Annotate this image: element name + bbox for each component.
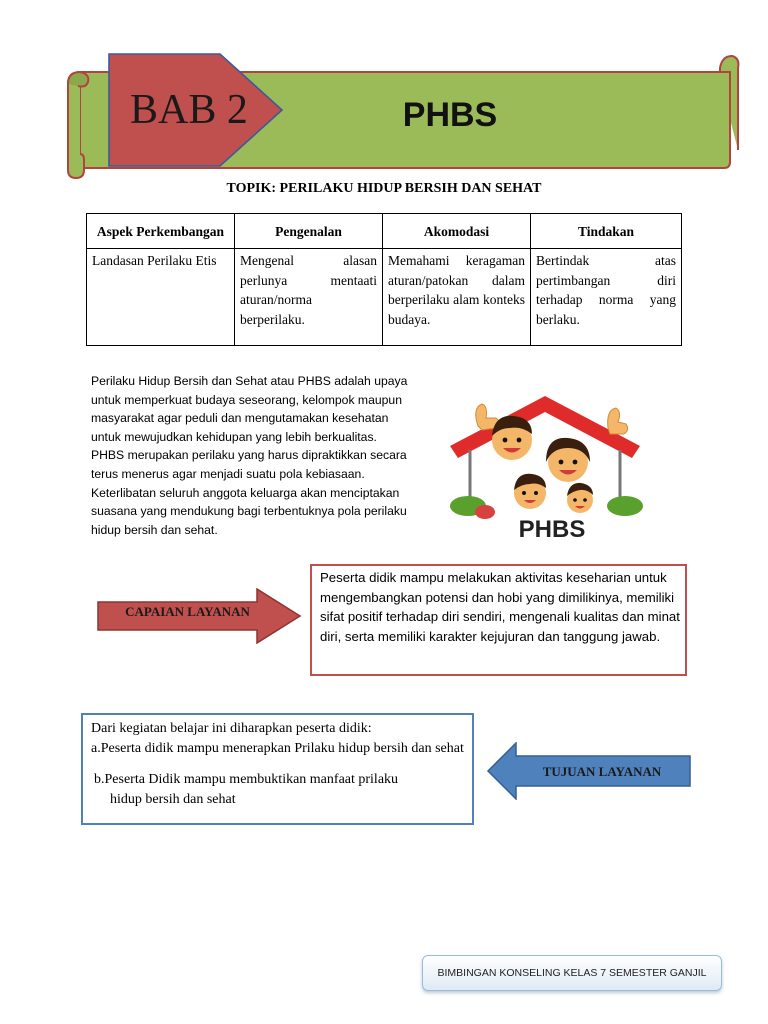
development-aspect-table	[86, 213, 682, 346]
table-cell-pengenalan: Mengenal alasan perlunya mentaati aturan/norma berperilaku.	[235, 249, 383, 346]
table-row	[87, 249, 682, 346]
tujuan-item-b	[91, 770, 467, 809]
tujuan-item-b-line1: b.Peserta Didik mampu membuktikan manfaat prilaku	[94, 772, 399, 787]
table-cell-tindakan: Bertindak atas pertimbangan diri terhadap norma yang berlaku.	[531, 249, 682, 346]
tujuan-box	[81, 713, 474, 825]
page-title: PHBS	[402, 96, 498, 134]
table-cell-akomodasi: Memahami keragaman aturan/patokan dalam berperilaku alam konteks budaya.	[383, 249, 531, 346]
tujuan-label: TUJUAN LAYANAN	[542, 764, 662, 779]
footer-label: BIMBINGAN KONSELING KELAS 7 SEMESTER GANJIL	[422, 955, 722, 991]
phbs-family-illustration	[440, 388, 650, 553]
table-header-pengenalan: Pengenalan	[235, 214, 383, 249]
tujuan-item-b-line2: hidup bersih dan sehat	[110, 791, 236, 807]
table-header-tindakan: Tindakan	[531, 214, 682, 249]
capaian-label: CAPAIAN LAYANAN	[125, 604, 250, 619]
illustration-caption: PHBS	[518, 516, 586, 543]
tujuan-item-a: a.Peserta didik mampu menerapkan Prilaku hidup bersih dan sehat	[91, 740, 464, 756]
capaian-description: Peserta didik mampu melakukan aktivitas keseharian untuk mengembangkan potensi dan hobi yang dimilikinya, memiliki sifat positif terhadap diri sendiri, mengenali kualitas dan minat diri, serta memiliki karakter kejujuran dan tanggung jawab.	[310, 564, 687, 676]
topic-heading: TOPIK: PERILAKU HIDUP BERSIH DAN SEHAT	[226, 181, 542, 196]
intro-paragraph: Perilaku Hidup Bersih dan Sehat atau PHBS adalah upaya untuk memperkuat budaya seseorang, kelompok maupun masyarakat agar peduli dan mengutamakan kesehatan untuk mewujudkan kehidupan yang lebih berkualitas. PHBS merupakan perilaku yang harus dipraktikkan secara terus menerus agar menjadi suatu pola kebiasaan. Keterlibatan seluruh anggota keluarga akan menciptakan suasana yang mendukung bagi terbentuknya pola perilaku hidup bersih dan sehat.	[91, 374, 408, 537]
chapter-label: BAB 2	[130, 87, 248, 133]
tujuan-intro: Dari kegiatan belajar ini diharapkan peserta didik:	[91, 721, 372, 736]
table-header-akomodasi: Akomodasi	[383, 214, 531, 249]
table-cell-aspek: Landasan Perilaku Etis	[87, 249, 235, 346]
table-header-row	[87, 214, 682, 249]
table-header-aspek: Aspek Perkembangan	[87, 214, 235, 249]
